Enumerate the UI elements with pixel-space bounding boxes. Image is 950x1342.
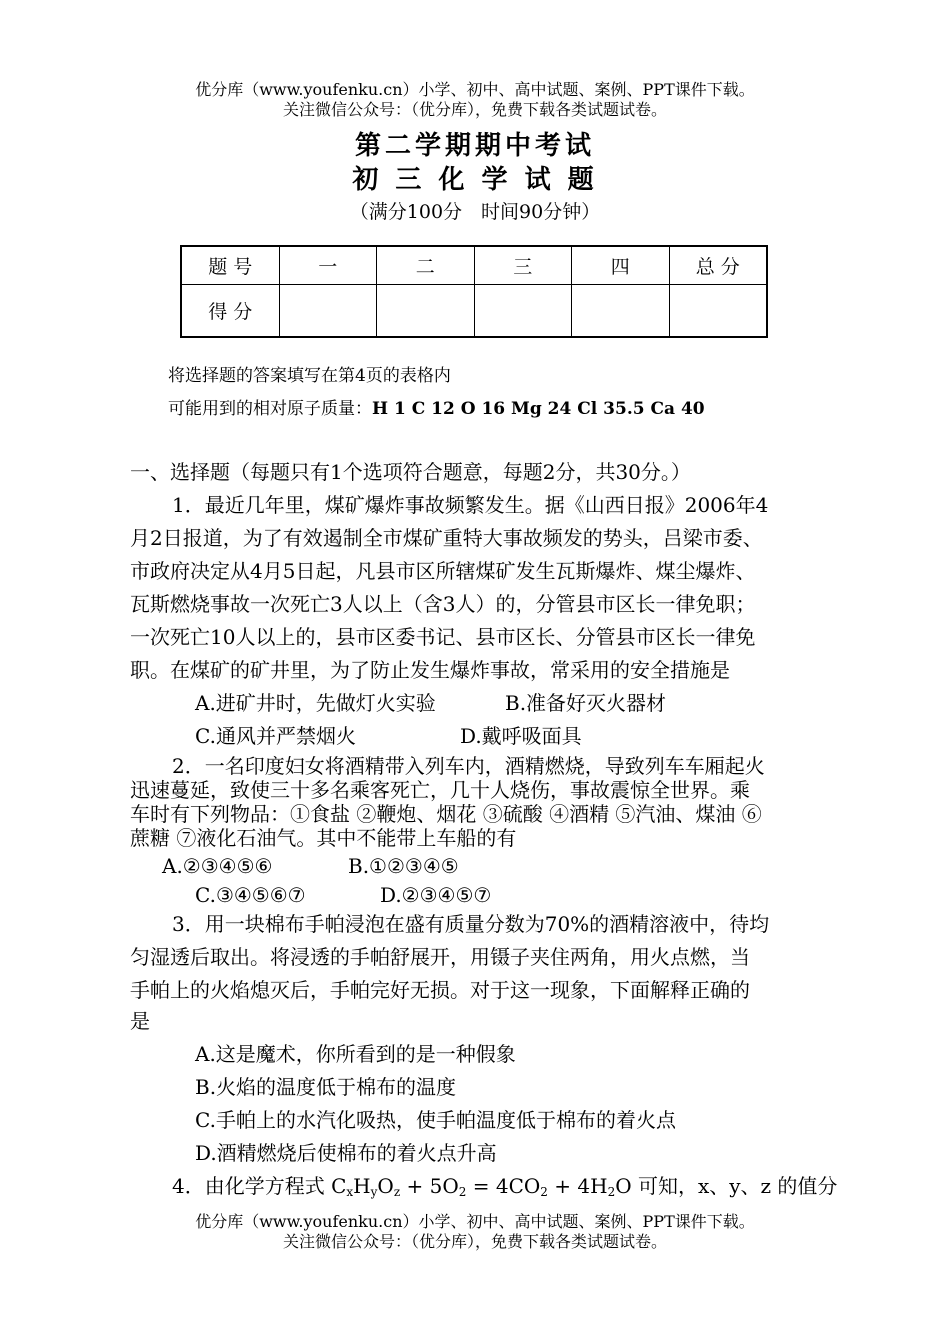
- q3-option-c: C.手帕上的水汽化吸热，使手帕温度低于棉布的着火点: [195, 1108, 676, 1132]
- q2-line: 迅速蔓延，致使三十多名乘客死亡，几十人烧伤，事故震惊全世界。乘: [130, 778, 750, 802]
- q2-option-c: C.③④⑤⑥⑦: [195, 883, 306, 907]
- q2-option-b: B.①②③④⑤: [348, 854, 459, 878]
- score-table-header-cell: 一: [279, 246, 377, 284]
- q2-line: 蔗糖 ⑦液化石油气。其中不能带上车船的有: [130, 826, 517, 850]
- section1-heading: 一、选择题（每题只有1个选项符合题意，每题2分，共30分。）: [130, 460, 691, 484]
- q1-line: 1．最近几年里，煤矿爆炸事故频繁发生。据《山西日报》2006年4: [172, 493, 769, 517]
- q3-option-b: B.火焰的温度低于棉布的温度: [195, 1075, 457, 1099]
- q1-option-c: C.通风并严禁烟火: [195, 724, 356, 748]
- q4-line: 4．由化学方程式 $C_xH_yO_z + 5O_2 = 4CO_2 + 4H_2O$ 可知，x、y、z 的值分: [172, 1174, 838, 1199]
- score-table-header-cell: 三: [474, 246, 572, 284]
- q2-option-d: D.②③④⑤⑦: [380, 883, 492, 907]
- q2-line: 2．一名印度妇女将酒精带入列车内，酒精燃烧，导致列车车厢起火: [172, 754, 765, 778]
- q1-line: 职。在煤矿的矿井里，为了防止发生爆炸事故，常采用的安全措施是: [130, 658, 730, 682]
- answer-note: 将选择题的答案填写在第4页的表格内: [168, 366, 451, 386]
- q3-line: 3．用一块棉布手帕浸泡在盛有质量分数为70%的酒精溶液中，待均: [172, 912, 770, 936]
- atomic-mass-values: H 1 C 12 O 16 Mg 24 Cl 35.5 Ca 40: [372, 399, 705, 419]
- q3-line: 手帕上的火焰熄灭后，手帕完好无损。对于这一现象，下面解释正确的: [130, 978, 750, 1002]
- q1-line: 月2日报道，为了有效遏制全市煤矿重特大事故频发的势头，吕梁市委、: [130, 526, 763, 550]
- q1-option-a: A.进矿井时，先做灯火实验: [195, 691, 436, 715]
- score-row-label: 得 分: [181, 284, 279, 337]
- score-cell: [572, 284, 670, 337]
- q1-line: 市政府决定从4月5日起，凡县市区所辖煤矿发生瓦斯爆炸、煤尘爆炸、: [130, 559, 756, 583]
- q2-option-a: A.②③④⑤⑥: [162, 854, 273, 878]
- q1-line: 一次死亡10人以上的，县市区委书记、县市区长、分管县市区长一律免: [130, 625, 756, 649]
- atomic-mass-label: 可能用到的相对原子质量：: [168, 399, 372, 419]
- atomic-mass-note: [168, 395, 705, 423]
- q3-line: 是: [130, 1009, 150, 1033]
- score-table-header-cell: 总 分: [669, 246, 767, 284]
- score-table-header-cell: 四: [572, 246, 670, 284]
- q2-line: 车时有下列物品：①食盐 ②鞭炮、烟花 ③硫酸 ④酒精 ⑤汽油、煤油 ⑥: [130, 802, 762, 826]
- site-footer-line2: 关注微信公众号：（优分库），免费下载各类试题试卷。: [282, 1232, 667, 1251]
- q1-option-d: D.戴呼吸面具: [460, 724, 582, 748]
- score-table-header-cell: 题 号: [181, 246, 279, 284]
- q3-option-a: A.这是魔术，你所看到的是一种假象: [195, 1042, 516, 1066]
- q3-line: 匀湿透后取出。将浸透的手帕舒展开，用镊子夹住两角，用火点燃，当: [130, 945, 750, 969]
- score-table: [180, 245, 768, 338]
- score-cell: [474, 284, 572, 337]
- exam-info: （满分100分 时间90分钟）: [349, 201, 601, 223]
- site-footer-line1: 优分库（www.youfenku.cn）小学、初中、高中试题、案例、PPT课件下载。: [195, 1212, 755, 1231]
- score-cell: [669, 284, 767, 337]
- q1-option-b: B.准备好灭火器材: [505, 691, 667, 715]
- site-header-line2: 关注微信公众号：（优分库），免费下载各类试题试卷。: [282, 100, 667, 119]
- exam-title: 第二学期期中考试: [354, 131, 595, 161]
- q1-line: 瓦斯燃烧事故一次死亡3人以上（含3人）的，分管县市区长一律免职；: [130, 592, 756, 616]
- score-cell: [279, 284, 377, 337]
- q3-option-d: D.酒精燃烧后使棉布的着火点升高: [195, 1141, 497, 1165]
- score-cell: [377, 284, 475, 337]
- score-table-header-cell: 二: [377, 246, 475, 284]
- site-header-line1: 优分库（www.youfenku.cn）小学、初中、高中试题、案例、PPT课件下载。: [195, 80, 755, 99]
- exam-subject: 初 三 化 学 试 题: [352, 165, 598, 195]
